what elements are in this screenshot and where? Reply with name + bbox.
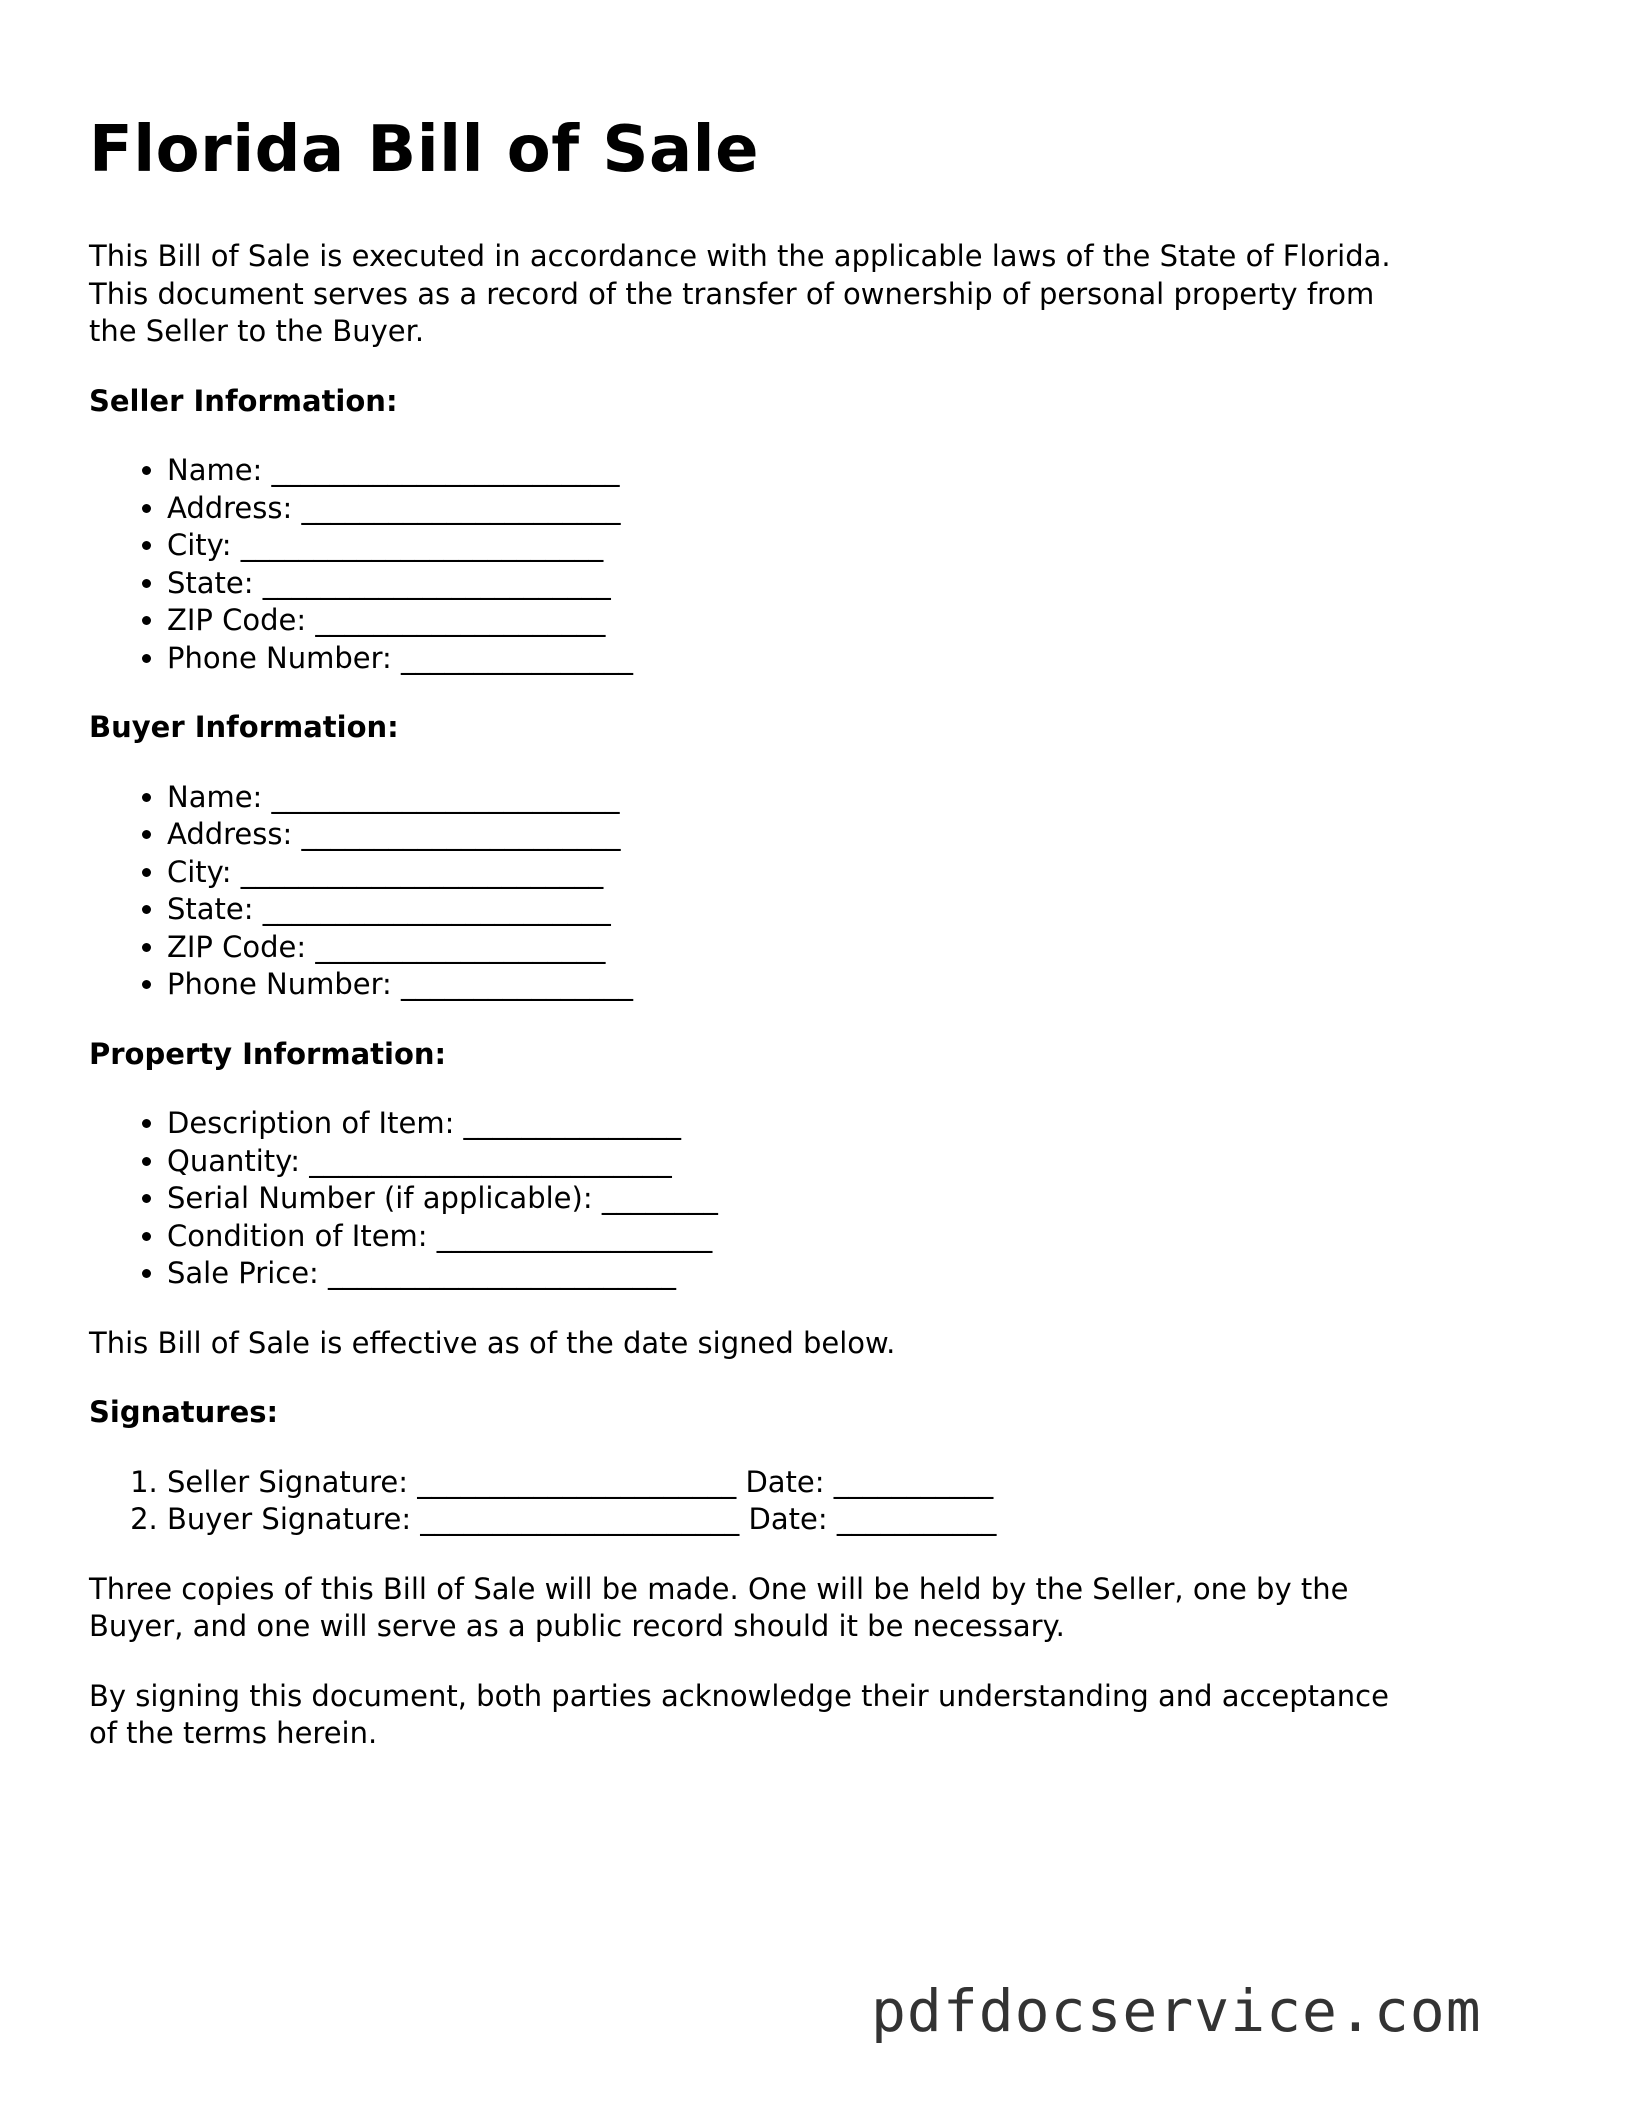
seller-address-field: • Address: ______________________ xyxy=(167,490,1549,528)
buyer-address-field: • Address: ______________________ xyxy=(167,816,1549,854)
seller-name-field: • Name: ________________________ xyxy=(167,452,1549,490)
copies-paragraph: Three copies of this Bill of Sale will be made. One will be held by the Seller, one by the Buyer, and one will serve as a public record should it be necessary. xyxy=(89,1571,1349,1643)
buyer-name-field: • Name: ________________________ xyxy=(167,779,1549,817)
signatures-heading: Signatures: xyxy=(89,1395,279,1429)
watermark-text: pdfdocservice.com xyxy=(871,1977,1482,2045)
acknowledgement-paragraph: By signing this document, both parties acknowledge their understanding and acceptance of the terms herein. xyxy=(89,1678,1389,1750)
seller-signature-line: 1. Seller Signature: ______________________ Date: ___________ xyxy=(167,1464,1549,1502)
seller-heading: Seller Information: xyxy=(89,383,398,418)
property-quantity-field: • Quantity: _________________________ xyxy=(167,1143,1549,1181)
document-page xyxy=(89,112,1549,1753)
buyer-list xyxy=(89,779,1549,1004)
seller-zip-field: • ZIP Code: ____________________ xyxy=(167,602,1549,640)
property-serial-field: • Serial Number (if applicable): ________ xyxy=(167,1180,1549,1218)
seller-phone-field: • Phone Number: ________________ xyxy=(167,640,1549,678)
buyer-heading: Buyer Information: xyxy=(89,710,399,744)
seller-city-field: • City: _________________________ xyxy=(167,527,1549,565)
seller-list xyxy=(89,452,1549,677)
intro-paragraph: This Bill of Sale is executed in accordance with the applicable laws of the State of Florida. This document serves as a record of the transfer of ownership of personal property from the Seller to the Buyer. xyxy=(89,239,1391,348)
property-condition-field: • Condition of Item: ___________________ xyxy=(167,1218,1549,1256)
buyer-phone-field: • Phone Number: ________________ xyxy=(167,966,1549,1004)
property-description-field: • Description of Item: _______________ xyxy=(167,1105,1549,1143)
buyer-signature-line: 2. Buyer Signature: ______________________ Date: ___________ xyxy=(167,1501,1549,1539)
property-price-field: • Sale Price: ________________________ xyxy=(167,1255,1549,1293)
property-list xyxy=(89,1105,1549,1293)
property-heading: Property Information: xyxy=(89,1036,447,1071)
document-title: Florida Bill of Sale xyxy=(89,113,759,187)
buyer-state-field: • State: ________________________ xyxy=(167,891,1549,929)
buyer-zip-field: • ZIP Code: ____________________ xyxy=(167,929,1549,967)
effective-paragraph: This Bill of Sale is effective as of the date signed below. xyxy=(89,1325,896,1360)
signatures-list xyxy=(89,1464,1549,1539)
seller-state-field: • State: ________________________ xyxy=(167,565,1549,603)
buyer-city-field: • City: _________________________ xyxy=(167,854,1549,892)
